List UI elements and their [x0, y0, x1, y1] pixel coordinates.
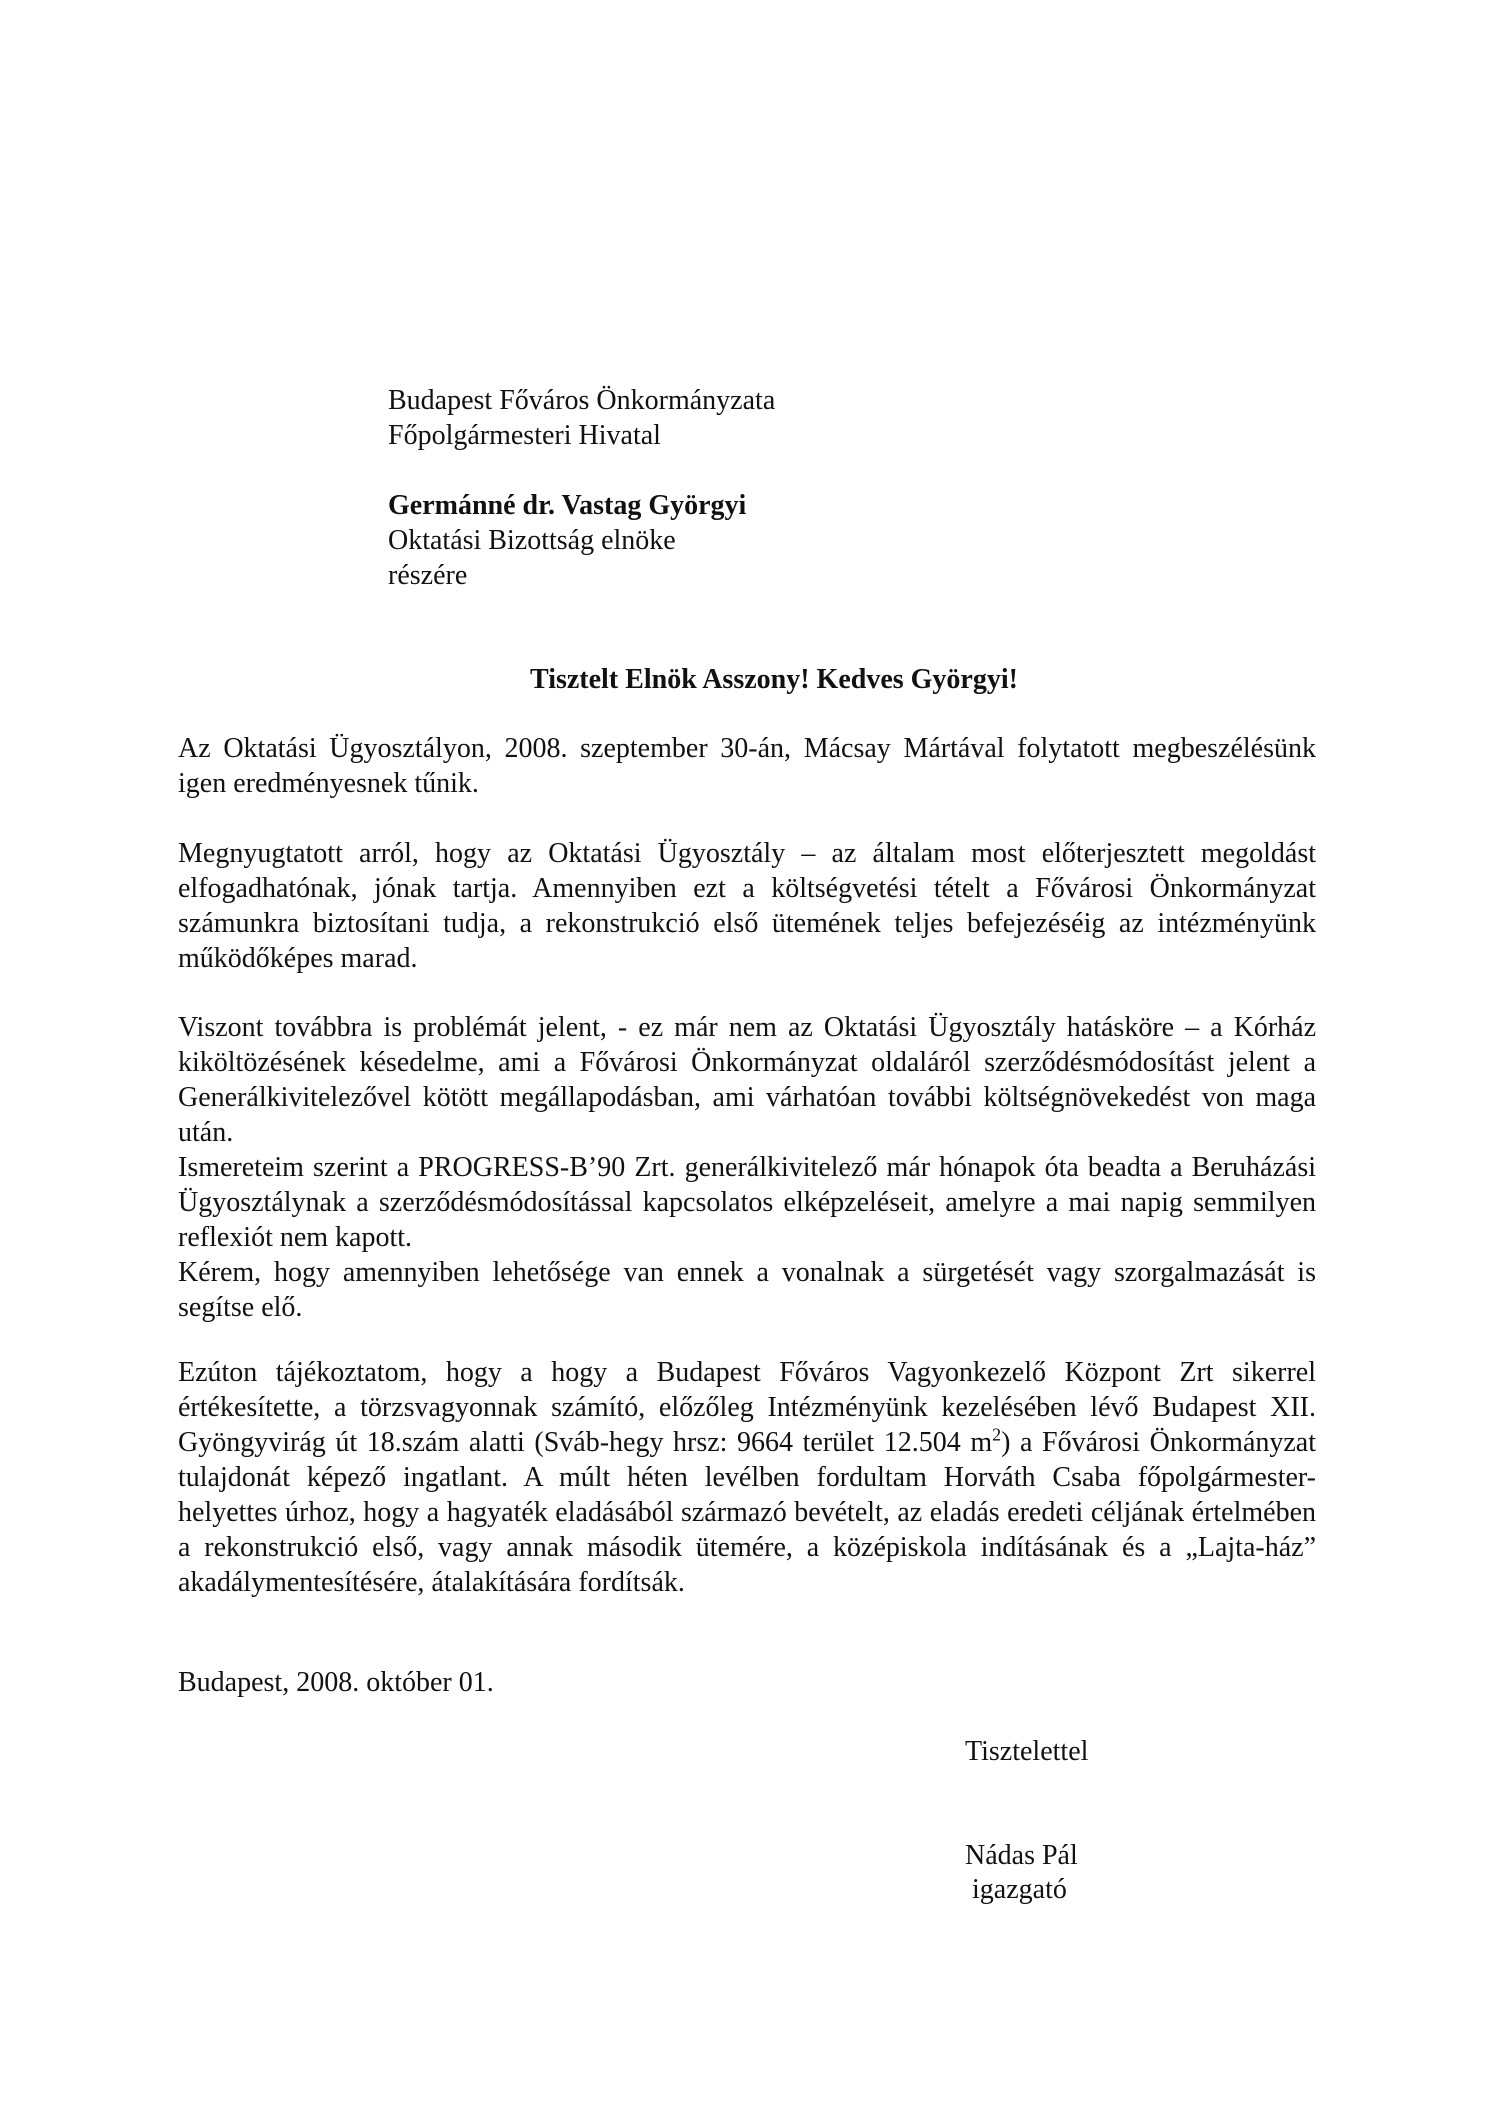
signer-title: igazgató	[972, 1874, 1067, 1905]
recipient-address-block	[388, 383, 1088, 593]
address-line-office: Főpolgármesteri Hivatal	[388, 420, 661, 451]
paragraph-hospital-delay: Viszont továbbra is problémát jelent, - ez már nem az Oktatási Ügyosztály hatásköre – a Kórház kiköltözésének késedelme, ami a Fővárosi Önkormányzat oldaláról szerződésmódosítást jelent a Generálkivitelezővel kötött megállapodásban, ami várhatóan további költségnövekedést von maga után.	[178, 1012, 1316, 1148]
paragraph-request: Kérem, hogy amennyiben lehetősége van ennek a vonalnak a sürgetését vagy szorgalmazását is segítse elő.	[178, 1257, 1316, 1323]
area-unit-superscript: 2	[992, 1424, 1002, 1445]
letter-date: Budapest, 2008. október 01.	[178, 1667, 494, 1698]
recipient-title: Oktatási Bizottság elnöke	[388, 525, 676, 556]
property-sale-text-a: Ezúton tájékoztatom, hogy a hogy a Budapest Főváros Vagyonkezelő Központ Zrt sikerrel értékesítette, a törzsvagyonnak számító, előzőleg Intézményünk kezelésében lévő Budapest XII. Gyöngyvirág út 18.szám alatti (Sváb-hegy hrsz: 9664 terület 12.504 m	[178, 1357, 1316, 1458]
recipient-suffix: részére	[388, 560, 468, 591]
paragraph-contract-issues	[178, 1010, 1316, 1325]
paragraph-contractor: Ismereteim szerint a PROGRESS-B’90 Zrt. generálkivitelező már hónapok óta beadta a Beruházási Ügyosztálynak a szerződésmódosítással kapcsolatos elképzeléseit, amelyre a mai napig semmilyen reflexiót nem kapott.	[178, 1152, 1316, 1253]
property-sale-text-b: ) a Fővárosi Önkormányzat tulajdonát képező ingatlant. A múlt héten levélben fordultam Horváth Csaba főpolgármester-helyettes úrhoz, hogy a hagyaték eladásából származó bevételt, az eladás eredeti céljának értelmében a rekonstrukció első, vagy annak második ütemére, a középiskola indításának és a „Lajta-ház” akadálymentesítésére, átalakítására fordítsák.	[178, 1427, 1317, 1598]
paragraph-budget: Megnyugtatott arról, hogy az Oktatási Ügyosztály – az általam most előterjesztett megoldást elfogadhatónak, jónak tartja. Amennyiben ezt a költségvetési tételt a Fővárosi Önkormányzat számunkra biztosítani tudja, a rekonstrukció első ütemének teljes befejezéséig az intézményünk működőképes marad.	[178, 838, 1316, 974]
paragraph-meeting: Az Oktatási Ügyosztályon, 2008. szeptember 30-án, Mácsay Mártával folytatott megbeszélésünk igen eredményesnek tűnik.	[178, 733, 1316, 799]
closing-phrase: Tisztelettel	[965, 1736, 1089, 1767]
recipient-name: Germánné dr. Vastag Györgyi	[388, 490, 747, 521]
salutation	[0, 662, 1488, 697]
paragraph-property-sale	[178, 1355, 1316, 1600]
salutation-text: Tisztelt Elnök Asszony! Kedves Györgyi!	[530, 664, 1018, 695]
signer-name: Nádas Pál	[965, 1840, 1078, 1871]
address-line-municipality: Budapest Főváros Önkormányzata	[388, 385, 776, 416]
